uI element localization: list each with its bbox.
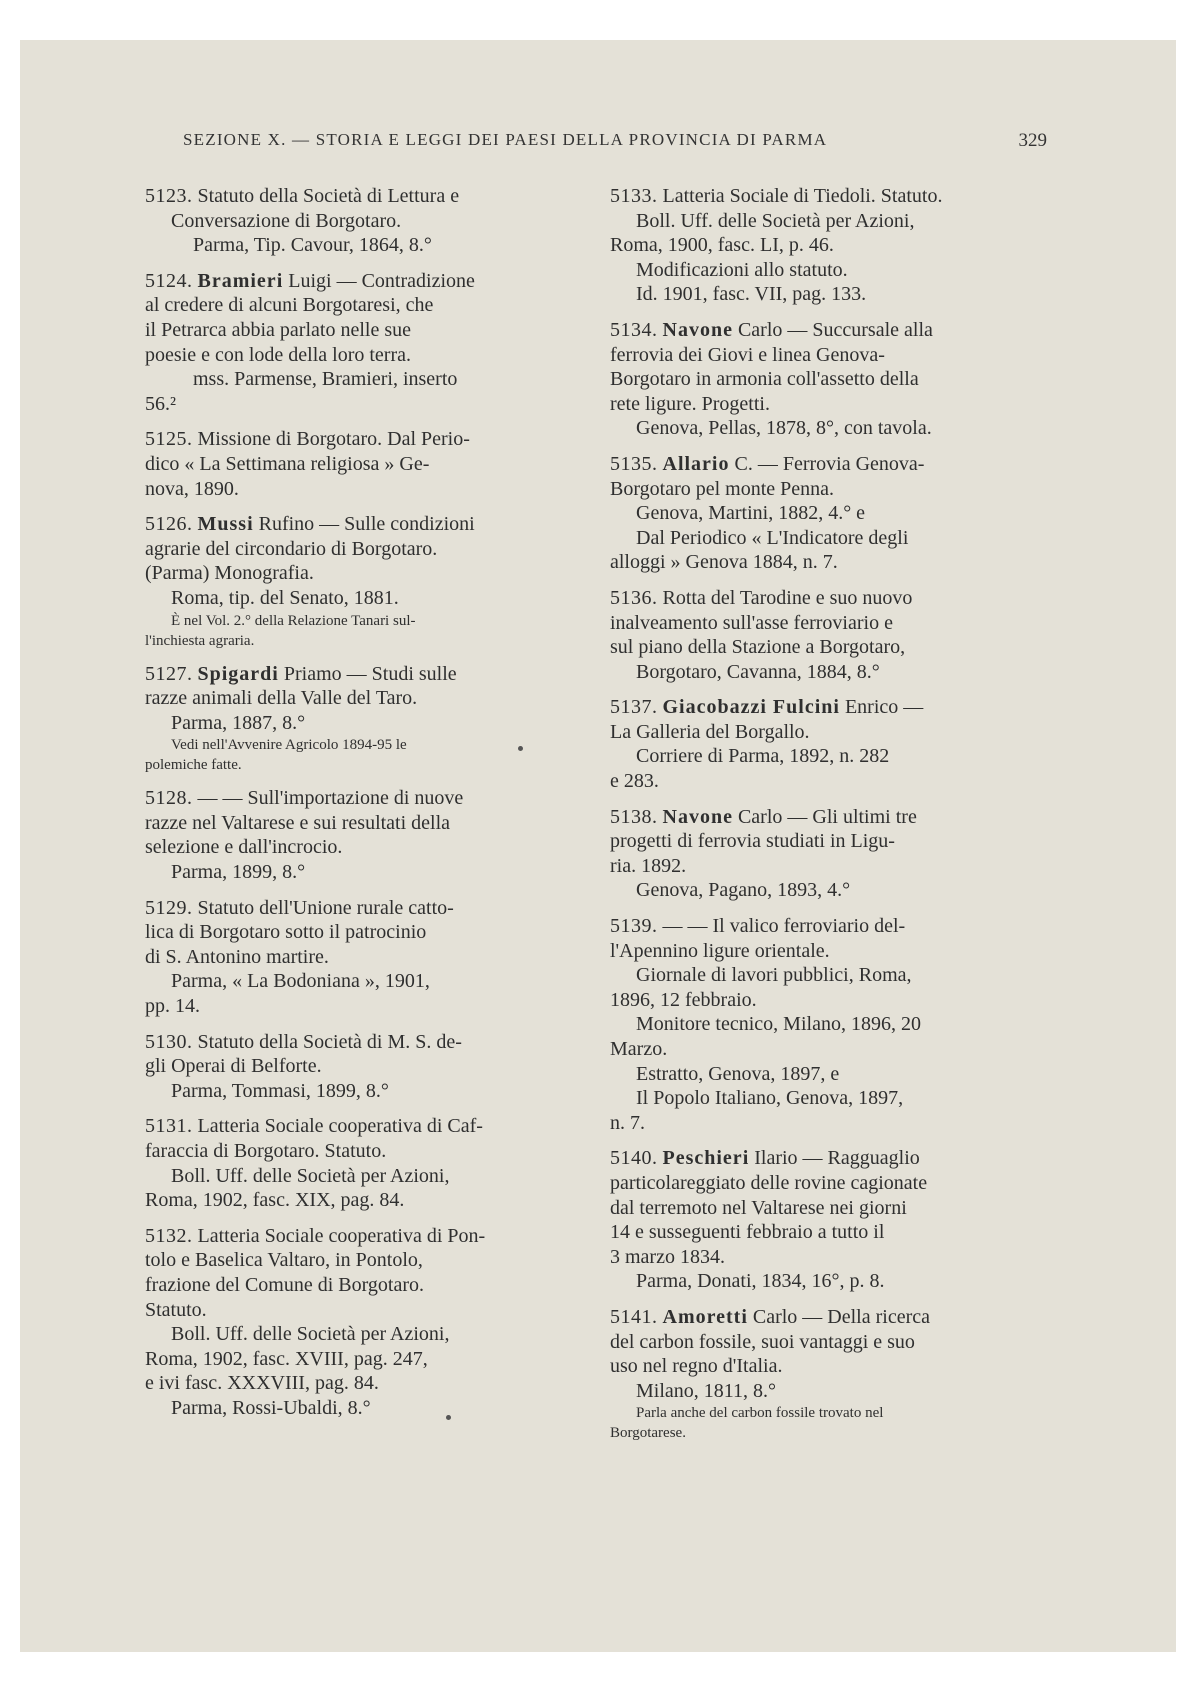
author-surname: Navone [662,318,733,341]
ink-dot [446,1415,451,1420]
line-text: Statuto dell'Unione rurale catto- [197,896,454,919]
entry-5135 [610,452,1046,575]
entry-number: 5123. [145,185,193,207]
page-number: 329 [1018,130,1047,151]
line-text: Estratto, Genova, 1897, e [636,1062,840,1085]
line-text: Dal Periodico « L'Indicatore degli [636,526,909,549]
line-text: Corriere di Parma, 1892, n. 282 [636,745,890,768]
entry-number: 5124. [145,269,193,292]
line-text: Vedi nell'Avvenire Agricolo 1894-95 le [171,737,407,754]
line-text: polemiche fatte. [145,757,242,774]
line-text: gli Operai di Belforte. [145,1055,322,1078]
line-text: Carlo — Della ricerca [752,1305,931,1328]
entry-line [610,526,1046,551]
entry-line [610,1086,1046,1111]
author-surname: Peschieri [662,1147,750,1170]
entry-number: 5126. [145,513,193,536]
entry-number: 5134. [610,318,658,341]
line-text: Genova, Pagano, 1893, 4.° [636,879,851,902]
entry-number: 5129. [145,896,193,919]
entry-line [610,939,1046,964]
entry-number: 5127. [145,662,193,685]
line-text: selezione e dall'incrocio. [145,836,343,859]
entry-line [145,452,577,477]
entry-line [610,611,1046,636]
entry-line [610,635,1046,660]
entry-line [145,367,577,392]
entry-5138 [610,805,1046,903]
line-text: Ilario — Ragguaglio [754,1147,920,1170]
left-column [145,184,577,1432]
entry-line [610,416,1046,441]
entry-line [610,392,1046,417]
entry-line [610,258,1046,283]
line-text: uso nel regno d'Italia. [610,1355,783,1378]
entry-line [610,367,1046,392]
entry-5126 [145,512,577,650]
entry-number: 5125. [145,428,193,451]
entry-line [610,829,1046,854]
line-text: Statuto. [145,1298,207,1321]
line-text: Latteria Sociale cooperativa di Caf- [197,1115,483,1138]
entry-line [610,586,1046,611]
entry-line [610,695,1046,720]
entry-line [610,1220,1046,1245]
entry-5137 [610,695,1046,793]
entry-number: 5128. [145,787,193,810]
line-text: Parma, Donati, 1834, 16°, p. 8. [636,1270,885,1293]
entry-line [145,1298,577,1323]
entry-line [610,914,1046,939]
line-text: nova, 1890. [145,477,239,500]
line-text: Luigi — Contradizione [288,269,475,292]
entry-line [610,501,1046,526]
entry-line [610,769,1046,794]
line-text: Parma, Tip. Cavour, 1864, 8.° [193,234,432,257]
entry-line [610,1423,1046,1443]
entry-number: 5130. [145,1030,193,1053]
entry-line [145,686,577,711]
line-text: Il Popolo Italiano, Genova, 1897, [636,1087,904,1110]
line-text: tolo e Baselica Valtaro, in Pontolo, [145,1249,423,1272]
entry-line [610,720,1046,745]
entry-line [145,209,577,234]
line-text: Boll. Uff. delle Società per Azioni, [636,209,915,232]
entry-line [610,1305,1046,1330]
entry-line [145,1248,577,1273]
entry-line [145,811,577,836]
line-text: Roma, 1902, fasc. XVIII, pag. 247, [145,1347,428,1370]
entry-line [145,293,577,318]
line-text: rete ligure. Progetti. [610,392,770,415]
line-text: 14 e susseguenti febbraio a tutto il [610,1221,885,1244]
entry-line [145,631,577,651]
entry-line [145,1396,577,1421]
entry-line [145,343,577,368]
line-text: n. 7. [610,1111,645,1134]
line-text: Parma, Tommasi, 1899, 8.° [171,1079,389,1102]
line-text: progetti di ferrovia studiati in Ligu- [610,830,895,853]
line-text: mss. Parmense, Bramieri, inserto [193,368,458,391]
entry-line [610,660,1046,685]
entry-line [145,1114,577,1139]
line-text: Parma, 1899, 8.° [171,861,306,884]
entry-line [145,269,577,294]
line-text: Borgotaro pel monte Penna. [610,477,835,500]
author-surname: Bramieri [197,269,284,292]
line-text: Modificazioni allo statuto. [636,258,848,281]
entry-line [145,1139,577,1164]
line-text: Conversazione di Borgotaro. [171,209,402,232]
entry-5131 [145,1114,577,1212]
entry-line [145,735,577,755]
line-text: C. — Ferrovia Genova- [734,452,925,475]
entry-line [610,1403,1046,1423]
entry-line [145,1079,577,1104]
line-text: Marzo. [610,1038,668,1060]
entry-line [610,233,1046,258]
author-surname: Amoretti [662,1305,748,1328]
entry-number: 5137. [610,696,658,719]
line-text: Borgotaro in armonia coll'assetto della [610,368,919,391]
entry-line [145,786,577,811]
line-text: particolareggiato delle rovine cagionate [610,1171,928,1194]
line-text: razze nel Valtarese e sui resultati della [145,811,451,834]
line-text: Milano, 1811, 8.° [636,1379,777,1402]
line-text: Rufino — Sulle condizioni [258,513,475,536]
entry-line [145,1371,577,1396]
line-text: e 283. [610,770,659,793]
entry-number: 5131. [145,1115,193,1138]
entry-5129 [145,896,577,1019]
line-text: Genova, Martini, 1882, 4.° e [636,502,866,525]
entry-line [610,1111,1046,1136]
entry-line [610,1012,1046,1037]
line-text: dal terremoto nel Valtarese nei giorni [610,1196,907,1219]
entry-line [145,427,577,452]
entry-line [145,233,577,258]
entry-line [610,452,1046,477]
author-surname: Navone [662,805,733,828]
line-text: Monitore tecnico, Milano, 1896, 20 [636,1013,921,1036]
line-text: Boll. Uff. delle Società per Azioni, [171,1164,450,1187]
entry-line [610,477,1046,502]
entry-line [610,805,1046,830]
line-text: Statuto della Società di M. S. de- [197,1030,462,1053]
line-text: Carlo — Succursale alla [737,318,933,341]
line-text: Roma, 1900, fasc. LI, p. 46. [610,234,834,257]
entry-line [145,318,577,343]
entry-line [145,1030,577,1055]
line-text: Parma, 1887, 8.° [171,711,306,734]
entry-5124 [145,269,577,417]
entry-line [145,711,577,736]
line-text: sul piano della Stazione a Borgotaro, [610,636,906,659]
line-text: È nel Vol. 2.° della Relazione Tanari sul- [171,612,416,629]
entry-number: 5140. [610,1147,658,1170]
entry-line [610,878,1046,903]
entry-line [145,1347,577,1372]
entry-line [610,963,1046,988]
entry-5130 [145,1030,577,1104]
line-text: Parma, Rossi-Ubaldi, 8.° [171,1396,371,1419]
entry-line [145,994,577,1019]
entry-line [145,896,577,921]
entry-line [610,1379,1046,1404]
entry-line [610,184,1046,209]
entry-line [145,1054,577,1079]
entry-line [145,561,577,586]
entry-line [145,586,577,611]
entry-line [610,1196,1046,1221]
ink-dot [518,746,523,751]
entry-line [145,662,577,687]
entry-5141 [610,1305,1046,1443]
line-text: inalveamento sull'asse ferroviario e [610,611,893,634]
line-text: Priamo — Studi sulle [283,662,457,685]
entry-5139 [610,914,1046,1135]
entry-5140 [610,1146,1046,1294]
entry-5132 [145,1224,577,1421]
entry-line [610,854,1046,879]
entry-line [610,1330,1046,1355]
entry-line [610,1354,1046,1379]
line-text: Boll. Uff. delle Società per Azioni, [171,1323,450,1346]
entry-line [145,1188,577,1213]
entry-line [610,282,1046,307]
entry-line [610,744,1046,769]
line-text: Missione di Borgotaro. Dal Perio- [197,428,470,451]
entry-line [610,1146,1046,1171]
line-text: dico « La Settimana religiosa » Ge- [145,452,430,475]
line-text: Giornale di lavori pubblici, Roma, [636,964,912,987]
author-surname: Mussi [197,513,254,536]
line-text: Statuto della Società di Lettura e [197,185,460,207]
entry-line [610,1171,1046,1196]
entry-line [610,550,1046,575]
entry-line [145,1322,577,1347]
entry-number: 5133. [610,185,658,207]
line-text: e ivi fasc. XXXVIII, pag. 84. [145,1372,379,1395]
entry-5127 [145,662,577,776]
line-text: faraccia di Borgotaro. Statuto. [145,1140,387,1162]
page-header [183,130,1047,152]
entry-5123 [145,184,577,258]
entry-line [145,969,577,994]
entry-5125 [145,427,577,501]
line-text: di S. Antonino martire. [145,945,329,968]
line-text: Parla anche del carbon fossile trovato nel [636,1405,884,1422]
entry-line [610,1062,1046,1087]
line-text: Rotta del Tarodine e suo nuovo [662,586,913,609]
entry-line [610,988,1046,1013]
entry-line [610,1269,1046,1294]
entry-line [145,537,577,562]
entry-line [610,343,1046,368]
entry-line [145,392,577,417]
line-text: razze animali della Valle del Taro. [145,687,418,710]
section-title: SEZIONE X. — STORIA E LEGGI DEI PAESI DELLA PROVINCIA DI PARMA [183,130,828,149]
entry-line [145,611,577,631]
entry-line [145,1273,577,1298]
entry-number: 5138. [610,805,658,828]
line-text: Carlo — Gli ultimi tre [737,805,917,828]
line-text: del carbon fossile, suoi vantaggi e suo [610,1330,915,1353]
line-text: — — Sull'importazione di nuove [197,787,464,810]
line-text: Borgotarese. [610,1425,686,1442]
author-surname: Spigardi [197,662,279,685]
line-text: al credere di alcuni Borgotaresi, che [145,294,434,317]
entry-line [145,755,577,775]
entry-line [145,184,577,209]
entry-5136 [610,586,1046,684]
line-text: ria. 1892. [610,854,687,877]
entry-number: 5135. [610,452,658,475]
line-text: Roma, tip. del Senato, 1881. [171,586,399,609]
line-text: Latteria Sociale di Tiedoli. Statuto. [662,185,943,207]
line-text: Borgotaro, Cavanna, 1884, 8.° [636,660,880,683]
line-text: pp. 14. [145,995,200,1018]
entry-line [610,318,1046,343]
line-text: il Petrarca abbia parlato nelle sue [145,318,411,341]
entry-number: 5136. [610,586,658,609]
entry-5128 [145,786,577,884]
entry-line [145,860,577,885]
line-text: ferrovia dei Giovi e linea Genova- [610,343,885,366]
line-text: 3 marzo 1834. [610,1245,725,1268]
entry-line [610,1037,1046,1062]
entry-number: 5132. [145,1224,193,1247]
line-text: — — Il valico ferroviario del- [662,915,906,938]
entry-line [145,945,577,970]
entry-number: 5139. [610,915,658,938]
right-column [610,184,1046,1454]
author-surname: Allario [662,452,730,475]
entry-line [145,1164,577,1189]
line-text: frazione del Comune di Borgotaro. [145,1273,425,1296]
entry-line [145,1224,577,1249]
line-text: Roma, 1902, fasc. XIX, pag. 84. [145,1189,405,1212]
line-text: Enrico — [844,696,924,719]
line-text: Id. 1901, fasc. VII, pag. 133. [636,283,867,306]
line-text: (Parma) Monografia. [145,562,314,585]
entry-line [145,512,577,537]
line-text: 1896, 12 febbraio. [610,988,757,1011]
entry-number: 5141. [610,1305,658,1328]
entry-line [145,835,577,860]
entry-line [610,209,1046,234]
line-text: Genova, Pellas, 1878, 8°, con tavola. [636,417,932,440]
entry-line [610,1245,1046,1270]
line-text: alloggi » Genova 1884, n. 7. [610,551,838,574]
entry-5133 [610,184,1046,307]
line-text: agrarie del circondario di Borgotaro. [145,537,438,560]
line-text: l'Apennino ligure orientale. [610,939,830,962]
line-text: poesie e con lode della loro terra. [145,343,411,366]
entry-5134 [610,318,1046,441]
line-text: l'inchiesta agraria. [145,632,255,649]
line-text: Latteria Sociale cooperativa di Pon- [197,1224,486,1247]
line-text: La Galleria del Borgallo. [610,720,810,743]
entry-line [145,477,577,502]
line-text: lica di Borgotaro sotto il patrocinio [145,921,427,944]
entry-line [145,920,577,945]
author-surname: Giacobazzi Fulcini [662,696,840,719]
line-text: 56.² [145,392,176,415]
line-text: Parma, « La Bodoniana », 1901, [171,970,430,993]
